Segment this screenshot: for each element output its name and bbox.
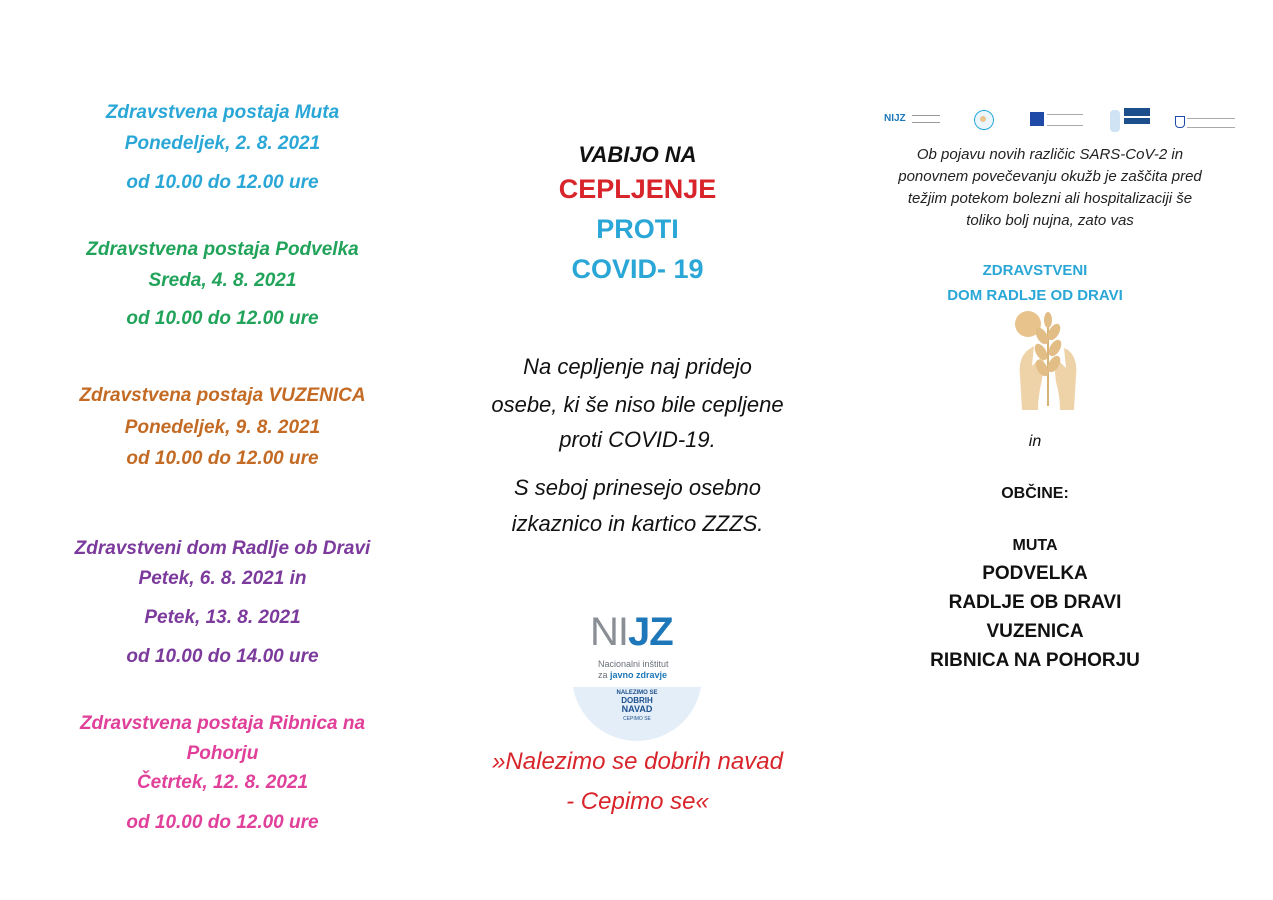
schedule-2-time: od 10.00 do 12.00 ure: [126, 308, 319, 329]
schedule-3-time: od 10.00 do 12.00 ure: [126, 448, 319, 469]
schedule-3-title: Zdravstvena postaja VUZENICA: [79, 385, 366, 406]
badge-line2: DOBRIH: [621, 696, 653, 705]
headline-invite: VABIJO NA: [578, 142, 697, 167]
campaign-mini-logo: [1110, 106, 1152, 134]
eu-logo-text: [1047, 114, 1083, 126]
schedule-5-day: Četrtek, 12. 8. 2021: [136, 772, 309, 793]
campaign-badge: [572, 687, 702, 741]
municipality-podvelka: PODVELKA: [982, 563, 1088, 584]
badge-line3: NAVAD: [621, 704, 653, 714]
schedule-4-day2: Petek, 13. 8. 2021: [144, 607, 301, 628]
schedule-2-title: Zdravstvena postaja Podvelka: [86, 239, 359, 260]
health-center-line-1: ZDRAVSTVENI: [982, 262, 1088, 279]
nijz-logo-line2a: za: [598, 670, 611, 680]
health-center-seal-dot: [980, 116, 986, 122]
schedule-1-title: Zdravstvena postaja Muta: [105, 102, 340, 123]
slovenia-coat-icon: [1175, 116, 1185, 128]
schedule-3-day: Ponedeljek, 9. 8. 2021: [124, 417, 321, 438]
municipality-muta: MUTA: [1012, 537, 1058, 554]
nijz-logo-line2b: javno zdravje: [610, 670, 668, 680]
schedule-1-time: od 10.00 do 12.00 ure: [126, 172, 319, 193]
schedule-4-time: od 10.00 do 14.00 ure: [126, 646, 319, 667]
info-line-3: proti COVID-19.: [559, 427, 716, 452]
slogan-line-1: »Nalezimo se dobrih navad: [492, 748, 783, 775]
headline-covid: COVID- 19: [571, 254, 704, 284]
nijz-logo-mark-ni: NI: [590, 610, 628, 654]
schedule-5-title2: Pohorju: [186, 743, 259, 764]
info-line-5: izkaznico in kartico ZZZS.: [511, 511, 764, 536]
schedule-5-title: Zdravstvena postaja Ribnica na: [79, 713, 366, 734]
intro-line-3: težjim potekom bolezni ali hospitalizaciji še: [907, 190, 1193, 207]
info-line-4: S seboj prinesejo osebno: [513, 475, 762, 500]
intro-line-1: Ob pojavu novih različic SARS-CoV-2 in: [916, 146, 1184, 163]
info-line-2: osebe, ki še niso bile cepljene: [491, 392, 784, 417]
headline-vaccination: CEPLJENJE: [558, 174, 717, 204]
municipality-vuzenica: VUZENICA: [986, 621, 1084, 642]
schedule-5-time: od 10.00 do 12.00 ure: [126, 812, 319, 833]
info-line-1: Na cepljenje naj pridejo: [523, 354, 752, 379]
eu-flag-icon: [1030, 112, 1044, 126]
badge-line4: CEPIMO SE: [623, 716, 651, 722]
headline-against: PROTI: [596, 214, 679, 244]
schedule-1-day: Ponedeljek, 2. 8. 2021: [124, 133, 321, 154]
badge-line1: NALEZIMO SE: [616, 690, 658, 696]
municipality-radlje: RADLJE OB DRAVI: [948, 592, 1122, 613]
intro-line-2: ponovnem povečevanju okužb je zaščita pred: [898, 168, 1202, 185]
nijz-logo-mark-jz: JZ: [628, 610, 673, 654]
partner-logo-nijz-text: [912, 115, 940, 123]
municipalities-heading: OBČINE:: [1001, 485, 1069, 502]
ministry-logo-text: [1187, 118, 1235, 128]
slogan-line-2: - Cepimo se«: [566, 788, 709, 815]
intro-line-4: toliko bolj nujna, zato vas: [966, 212, 1134, 229]
nijz-logo-line1: Nacionalni inštitut: [598, 659, 669, 669]
schedule-2-day: Sreda, 4. 8. 2021: [148, 270, 297, 291]
connector-in: in: [1028, 433, 1042, 450]
partner-logo-nijz: NIJZ: [884, 113, 906, 124]
health-center-line-2: DOM RADLJE OD DRAVI: [947, 287, 1123, 304]
health-center-emblem-icon: [1008, 306, 1088, 415]
schedule-4-title: Zdravstveni dom Radlje ob Dravi: [74, 538, 371, 559]
municipality-ribnica: RIBNICA NA POHORJU: [930, 650, 1140, 671]
schedule-4-day: Petek, 6. 8. 2021 in: [138, 568, 307, 589]
